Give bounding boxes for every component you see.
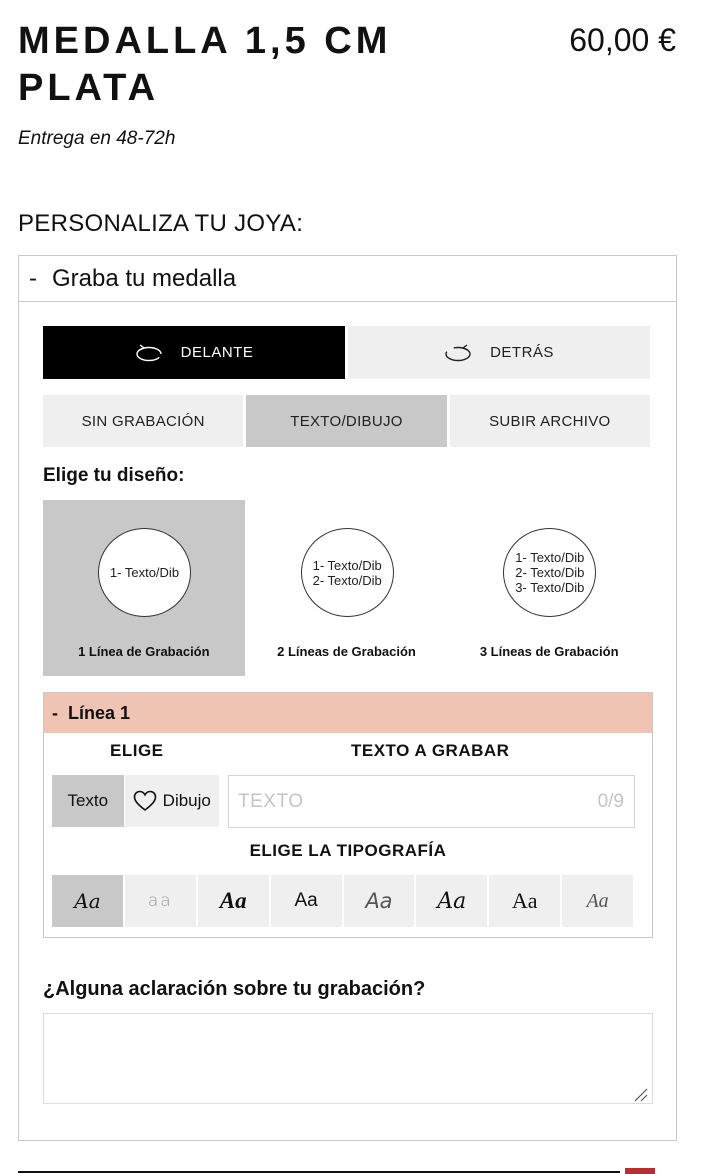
engrave-text-input[interactable] (229, 776, 634, 827)
font-option-4[interactable]: Aa (271, 875, 342, 927)
design-options (43, 500, 650, 676)
type-drawing-button[interactable] (125, 775, 219, 827)
preview-line: 1- Texto/Dib (312, 557, 382, 573)
design-option-label: 1 Línea de Grabación (78, 644, 210, 659)
preview-line: 2- Texto/Dib (312, 572, 382, 588)
design-option-3-lines[interactable] (448, 500, 650, 676)
engraving-mode-tabs (43, 395, 650, 447)
engraving-note-textarea[interactable] (43, 1013, 653, 1104)
char-counter: 0/9 (597, 791, 624, 812)
line-1-panel (43, 692, 653, 938)
side-tabs (43, 326, 650, 379)
product-title: MEDALLA 1,5 CM PLATA (18, 20, 392, 109)
line-1-title: Línea 1 (68, 702, 131, 723)
typography-options (52, 875, 633, 927)
tab-front[interactable] (43, 326, 345, 379)
tab-text-drawing[interactable]: TEXTO/DIBUJO (246, 395, 446, 447)
add-to-cart-button[interactable] (625, 1168, 655, 1174)
medal-preview-circle (301, 528, 394, 617)
medal-preview-circle (503, 528, 596, 617)
tab-back-label: DETRÁS (490, 344, 554, 361)
medal-preview-circle (98, 528, 191, 617)
font-option-6[interactable]: Aa (416, 875, 487, 927)
font-option-1[interactable]: Aa (52, 875, 123, 927)
engraving-accordion (18, 255, 677, 1141)
font-option-3[interactable]: Aa (198, 875, 269, 927)
footer-divider (18, 1171, 620, 1173)
heart-icon (133, 790, 157, 812)
typography-label: ELIGE LA TIPOGRAFÍA (249, 841, 447, 860)
preview-line: 2- Texto/Dib (515, 565, 585, 580)
design-option-label: 2 Líneas de Grabación (277, 644, 416, 659)
personalize-heading: PERSONALIZA TU JOYA: (18, 210, 304, 237)
delivery-info: Entrega en 48-72h (18, 128, 176, 149)
font-option-2[interactable]: aa (125, 875, 196, 927)
accordion-title: Graba tu medalla (52, 264, 237, 292)
type-text-label: Texto (67, 791, 109, 810)
choose-type-label: ELIGE (110, 741, 164, 760)
preview-line: 3- Texto/Dib (515, 580, 585, 595)
preview-line: 1- Texto/Dib (515, 550, 585, 565)
tab-no-engraving[interactable]: SIN GRABACIÓN (43, 395, 243, 447)
font-option-5[interactable]: Aa (344, 875, 415, 927)
type-text-button[interactable] (52, 775, 124, 827)
engraving-accordion-header[interactable] (19, 256, 676, 302)
font-option-8[interactable]: Aa (562, 875, 633, 927)
tab-upload-file[interactable]: SUBIR ARCHIVO (450, 395, 650, 447)
product-price: 60,00 € (569, 22, 676, 58)
tab-back[interactable] (348, 326, 650, 379)
font-option-7[interactable]: Aa (489, 875, 560, 927)
rotate-left-icon (135, 343, 163, 363)
design-option-1-line[interactable] (43, 500, 245, 676)
content-type-toggle (52, 775, 219, 827)
engrave-text-label: TEXTO A GRABAR (351, 741, 510, 760)
engrave-text-field (228, 775, 635, 828)
engraving-note-heading: ¿Alguna aclaración sobre tu grabación? (43, 978, 426, 1000)
type-drawing-label: Dibujo (162, 791, 211, 810)
line-1-header[interactable] (44, 693, 652, 733)
design-option-label: 3 Líneas de Grabación (479, 644, 619, 659)
design-heading: Elige tu diseño: (43, 465, 185, 486)
collapse-toggle-icon: - (29, 264, 37, 292)
collapse-toggle-icon: - (52, 702, 58, 723)
tab-front-label: DELANTE (180, 344, 254, 361)
resize-grip-icon[interactable] (631, 1086, 649, 1102)
preview-line: 1- Texto/Dib (109, 565, 180, 580)
rotate-right-icon (444, 343, 472, 363)
design-option-2-lines[interactable] (246, 500, 448, 676)
